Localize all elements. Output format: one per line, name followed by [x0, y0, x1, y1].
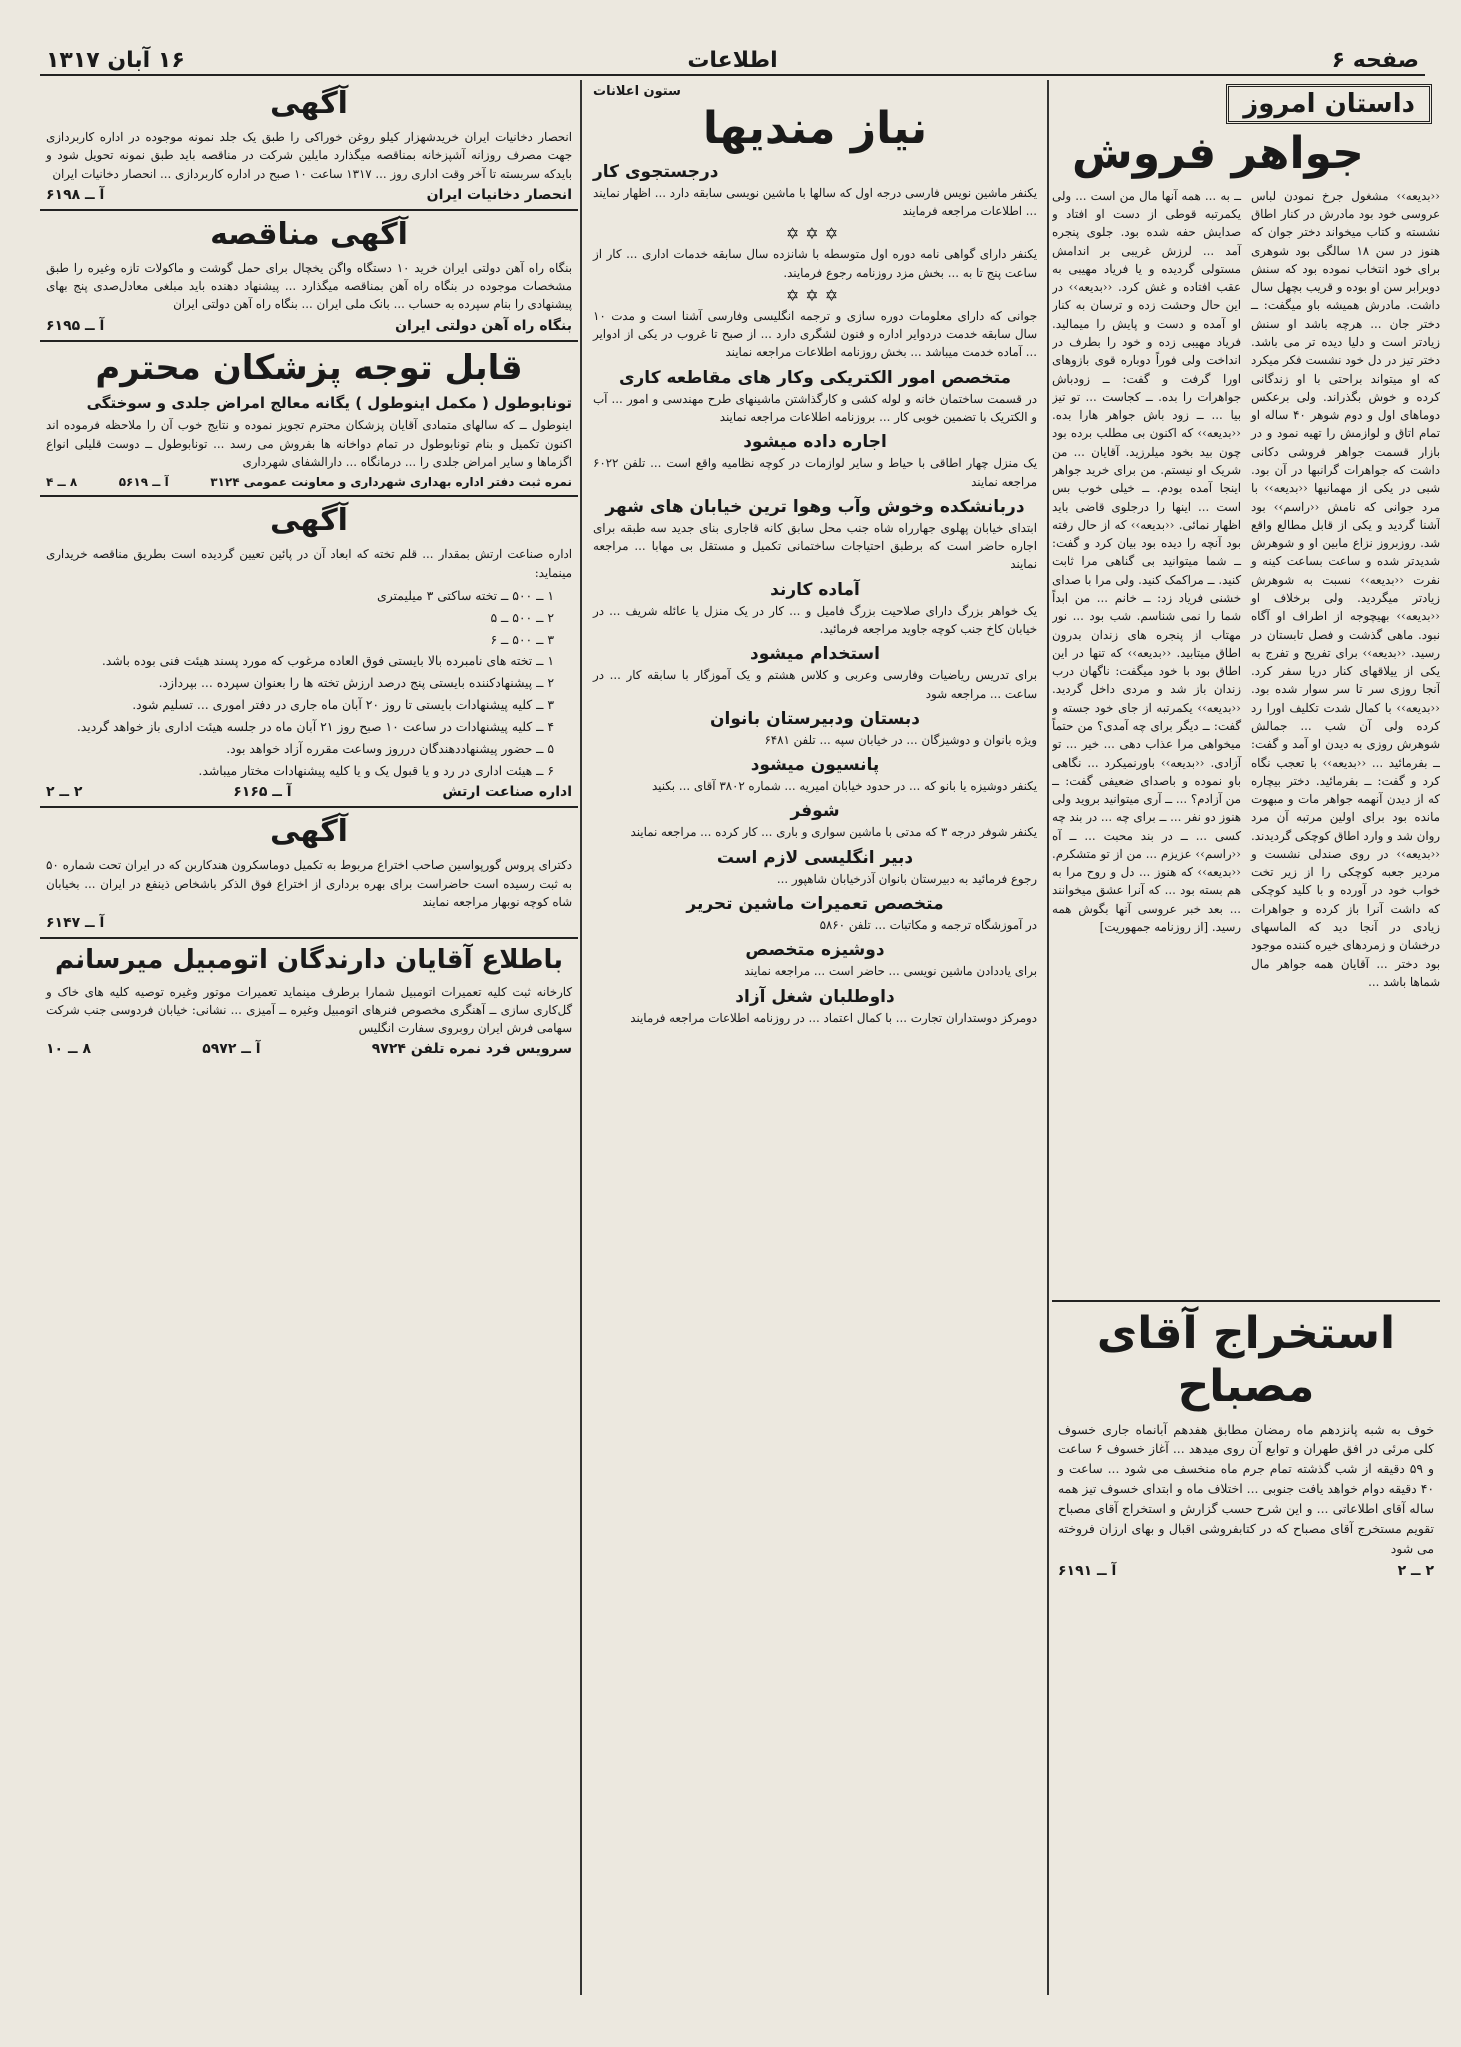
classified-text: ویژه بانوان و دوشیزگان ... در خیابان سپه ... تلفن ۶۴۸۱ [764, 732, 1037, 747]
classified-heading: متخصص امور الکتریکی وکار های مقاطعه کاری [618, 367, 1012, 388]
notice-conditions-list [46, 586, 572, 781]
notice-run: ۲ ــ ۲ [46, 784, 83, 801]
railway-tender-notice [40, 211, 578, 342]
classifieds-header-small: ستون اعلانات [593, 84, 681, 99]
classified-text: یکنفر دوشیزه یا بانو که ... در حدود خیابان امیریه ... شماره ۳۸۰۲ آقای ... بکنید [651, 779, 1037, 794]
ad-code: آ ــ ۵۶۱۹ [118, 475, 169, 490]
classifieds-section-heading: درجستجوی کار [593, 161, 719, 182]
notice-condition-item: ۵ ــ حضور پیشنهاددهندگان درروز وساعت مقرره آزاد خواهد بود. [226, 740, 554, 756]
ad-run: ۸ ــ ۴ [46, 475, 78, 490]
notice-title: آگهی [270, 814, 348, 850]
army-tender-notice [40, 497, 578, 808]
notice-code: آ ــ ۶۱۹۵ [46, 317, 105, 334]
notice-condition-item: ۳ ــ کلیه پیشنهادات بایستی تا روز ۲۰ آبان ماه جاری در دفتر اموری ... تسلیم شود. [132, 697, 554, 713]
patent-notice [40, 808, 578, 939]
page-number: صفحه ۶ [1331, 48, 1419, 73]
ad-subtitle: تونابوطول ( مکمل اینوطول ) یگانه معالج امراض جلدی و سوختگی [86, 394, 572, 413]
ad-registration: نمره ثبت دفتر اداره بهداری شهرداری و معاونت عمومی ۳۱۲۴ [210, 475, 572, 490]
notice-title: آگهی [270, 503, 348, 539]
classified-text: جوانی که دارای معلومات دوره سازی و ترجمه انگلیسی وفارسی آشنا است و مدت ۱۰ سال سابقه خدمت دردوایر اداره و فنون لشگری دارد ... از صبح تا غروب در یکی از ادوایر ... آماده خدمت میباشد ... بخش روزنامه اطلاعات مراجعه نمایند [593, 308, 1037, 360]
notice-code: آ ــ ۶۱۶۵ [233, 784, 292, 801]
astronomy-code-right: ۲ ــ ۲ [1397, 1562, 1434, 1579]
issue-date: ۱۶ آبان ۱۳۱۷ [46, 48, 185, 73]
notice-condition-item: ۱ ــ ۵۰۰ ــ تخته ساکتی ۳ میلیمتری [377, 587, 554, 603]
classifieds-column [585, 80, 1045, 1995]
notice-text: دکترای پروس گورپواسین صاحب اختراع مربوط به تکمیل دوماسکرون هندکاربن که در ایران تحت شماره ۵۰ به ثبت رسیده است حاضراست برای بهره برداری از اختراع فوق الذکر باشخاص ذینفع در ایران ... بخیابان شاه کوچه نوبهار مراجعه نمایند [46, 858, 572, 910]
medical-ad [40, 342, 578, 498]
ad-phone: سرویس فرد نمره تلفن ۹۷۲۴ [371, 1041, 572, 1058]
story-text-left: ــ به ... همه آنها مال من است ... ولی یکمرتبه قوطی از دست او افتاد و صدایش حفه شده بود. جلوی پنجره آمد ... لرزش غریبی بر اندامش مستولی گردیده و یا فریاد مهیبی به عقب افتاده و غش کرد. ‹‹بدیعه›› در این حال وحشت زده و ترسان به کنار او آمده و دست و پایش را میمالید. فریاد مهیبی زده و خود را بطرف در انداخت ولی فوراً دوباره قوی بازوهای اورا گرفت و گفت: ــ زودباش جواهرات را بده. ــ کجاست ... تو تیز بیا ... ــ زود باش جواهر هارا بده. ‹‹بدیعه›› که اکنون بی مطلب برده بود چون بید بخود میلرزید. آقایان ... من شریک او نیستم. من برای خرید جواهر اینجا آمده بودم. ــ خیلی خوب بس است ... اینها را درجلوی قاضی باید اظهار نمائی. ‹‹بدیعه›› که از حال رفته بود آنچه را دیده بود بیان کرد و گفت: ــ شما میتوانید بی گناهی مرا ثابت کنید. ــ مراکمک کنید. ولی مرا با صدای خشنی فریاد زد: ــ خانم ... من ابداً شما را نمی شناسم. شب بود ... نور مهتاب از پنجره های زندان بدرون اطاق میتابید. ‹‹بدیعه›› که تنها در این اطاق بود با خود میگفت: ناگهان درب زندان باز شد و مردی داخل گردید. ‹‹بدیعه›› یکمرتبه از جای خود جسته و گفت: ــ دیگر برای چه آمدی؟ من حتماً میخواهی مرا عذاب دهی ... خیر ... تو آزادی. ‹‹بدیعه›› باورنمیکرد ... نگاهی باو نموده و باصدای ضعیفی گفت: ــ من آزادم؟ ... ــ آری میتوانید بروید ولی هنوز دو نفر ... ــ برای چه ... در بند چه کسی ... ــ در بند محبت ... ــ آه ‹‹راسم›› عزیزم ... من از تو متشکرم. ‹‹بدیعه›› که هنوز ... دل و روح مرا به هم بسته بود ... که آنرا عشق میخوانند ... بعد خبر عروسی آنها بگوش همه رسید. [از روزنامه جمهوریت] [1052, 188, 1241, 935]
notice-condition-item: ۳ ــ ۵۰۰ ــ ۶ [490, 631, 554, 647]
ornament: ✡✡✡ [785, 285, 845, 305]
ornament: ✡✡✡ [785, 224, 845, 244]
notice-issuer: بنگاه راه آهن دولتی ایران [395, 317, 572, 334]
ad-title: باطلاع آقایان دارندگان اتومبیل میرسانم [54, 945, 564, 976]
classified-heading: آماده کارند [770, 579, 860, 600]
classified-heading: دربانشکده وخوش وآب وهوا ترین خیابان های شهر [605, 496, 1025, 517]
notice-text: اداره صناعت ارتش بمقدار ... قلم تخته که ابعاد آن در پائین تعیین گردیده است بطریق مناقصه خریداری مینماید: [46, 547, 572, 580]
notice-issuer: انحصار دخانیات ایران [426, 186, 572, 203]
notice-code: آ ــ ۶۱۴۷ [46, 915, 105, 932]
ad-run: ۸ ــ ۱۰ [46, 1041, 91, 1058]
classified-heading: پانسیون میشود [750, 755, 880, 776]
page-header [40, 48, 1425, 76]
classified-heading: دبیر انگلیسی لازم است [716, 847, 914, 868]
tobacco-notice [40, 80, 578, 211]
classified-text: ابتدای خیابان پهلوی جهارراه شاه جنب محل سابق کانه قاجاری بنای جدید سه طبقه برای اجاره حاضر است که برطبق احتیاجات ساختمانی تکمیل و مستقل بی مهابا ... مراجعه نمایند [593, 520, 1037, 572]
story-section [1052, 80, 1440, 1300]
ad-text: کارخانه ثبت کلیه تعمیرات اتومبیل شمارا برطرف مینماید تعمیرات موتور وغیره توصیه کلیه های خاک و گل‌کاری سازی ــ آهنگری مخصوص فنرهای اتومبیل وغیره ــ آمیزی ... نشانی: خیابان فردوسی جنب شرکت سهامی فرش ایران روبروی سفارت انگلیس [46, 984, 572, 1036]
classified-text: دومرکز دوستداران تجارت ... با کمال اعتماد ... در روزنامه اطلاعات مراجعه فرمایند [630, 1010, 1037, 1025]
notice-condition-item: ۱ ــ تخته های نامبرده بالا بایستی فوق العاده مرغوب که مورد پسند هیئت فنی بوده باشد. [101, 653, 554, 669]
classified-text: در قسمت ساختمان خانه و لوله کشی و کارگذاشتن ماشینهای طرح مهندسی و امور ... آب و الکتریک با تضمین خوبی کار ... بروزنامه اطلاعات مراجعه نمایند [593, 391, 1037, 425]
notice-condition-item: ۲ ــ پیشنهادکننده بایستی پنج درصد ارزش تخته ها را بعنوان سپرده ... بپردازد. [158, 675, 554, 691]
notice-title: آگهی [270, 86, 348, 121]
notice-condition-item: ۶ ــ هیئت اداری در رد و یا قبول یک و یا کلیه پیشنهادات مختار میباشد. [198, 762, 554, 778]
notice-text: انحصار دخانیات ایران خریدشهزار کیلو روغن خوراکی را طبق یک جلد نمونه موجوده در اداره کاربردازی جهت مصرف روزانه آشپزخانه بمناقصه میگذارد مایلین شرکت در مناقصه باید طبق نمونه تحویل شود و بایدکه سربسته تا آخر وقت اداری روز ... ۱۳۱۷ ساعت ۱۰ صبح در اداره کاربردازی ... انحصار دخانیات ایران [46, 130, 572, 181]
notice-text: بنگاه راه آهن دولتی ایران خرید ۱۰ دستگاه واگن یخچال برای حمل گوشت و ماکولات تازه وغیره را طبق مشخصات موجوده در بنگاه راه آهن بمناقصه میگذارد ... پیشنهاد دهنده باید مبلغی معادل‌صدی پنج بهای پیشنهادی را بنام سپرده به حساب ... بانک ملی ایران ... بنگاه راه آهن دولتی ایران [46, 260, 572, 312]
column-rule [1047, 80, 1049, 1995]
notice-code: آ ــ ۶۱۹۸ [46, 186, 105, 203]
story-title: جواهر فروش [1072, 128, 1364, 179]
classified-text: در آموزشگاه ترجمه و مکاتبات ... تلفن ۵۸۶۰ [819, 917, 1037, 932]
ad-text: اینوطول ــ که سالهای متمادی آقایان پزشکان محترم تجویز نموده و نتایج خوب آن را ملاحظه فرموده اند اکنون تکمیل و بنام تونابوطول در تمام دواخانه ها بفروش می رسد ... تونابوطول ــ دوست قلیلی انواع اگزماها و سایر امراض جلدی را ... درمانگاه ... دارالشفای شهرداری [46, 418, 572, 470]
astronomy-text: خوف به شبه پانزدهم ماه رمضان مطابق هفدهم آبانماه جاری خسوف کلی مرئی در افق طهران و توابع آن روی میدهد ... آغاز خسوف ۶ ساعت و ۵۹ دقیقه از شب گذشته تمام جرم ماه منخسف می شود ... ساعت و ۴۰ دقیقه دوام خواهد یافت جنوبی ... اختلاف ماه و ابتدای خسوف تیز همه ساله آقای اطلاعاتی ... و این شرح حسب گزارش و استخراج آقای مصباح تقویم مستخرج آقای مصباح که در کتابفروشی اقبال و بهای ارزان فروخته می شود [1058, 1421, 1434, 1556]
classified-text: برای تدریس ریاضیات وفارسی وعربی و کلاس هشتم و یک آموزگار با سابقه کار ... در ساعت ... مراجعه شود [593, 668, 1037, 701]
notices-column [40, 80, 578, 1995]
classified-heading: داوطلبان شغل آزاد [735, 986, 895, 1007]
notice-title: آگهی مناقصه [210, 216, 408, 252]
classified-text: یکنفر دارای گواهی نامه دوره اول متوسطه با شانزده سال سابقه خدمات اداری ... کار از ساعت پنج تا به ... بخش مزد روزنامه رجوع فرمایند. [593, 247, 1037, 280]
classified-text: یکنفر ماشین نویس فارسی درجه اول که سالها با ماشین نویسی سابقه دارد ... اظهار نمایند ... اطلاعات مراجعه فرمایند [593, 185, 1037, 219]
story-text-right: ‹‹بدیعه›› مشغول جرخ نمودن لباس عروسی خود بود مادرش در کنار اطاق نشسته و کتاب میخواند دختر جوان که هنوز در سن ۱۸ سالگی بود شوهری برای خود انتخاب نموده بود که سنش دوبرابر سن او بوده و قریب بچهل سال داشت. مادرش همیشه باو میگفت: ــ دختر جان ... هرچه باشد او سنش زیادتر است و دلیا دیده تر می باشد. دختر تیز در دل خود نشست فکر میکرد که او میتواند براحتی با او زندگانی کرده و خوش بگذراند. ولی برعکس دوماهای اول و دوم شوهر ۴۰ ساله او تمام اتاق و لوازمش را تهیه نمود و در بازار قسمت جواهر فروشی دکانی داشت که جواهرات گرانبها در آن بود. شبی در یکی از مهمانیها ‹‹بدیعه›› با مرد جوانی که نامش ‹‹راسم›› بود آشنا گردید و یکی از قابل مطالع واقع شد. روزبروز نزاع مابین او و شوهرش شدیدتر شده و ساعت بساعت کینه و نفرت ‹‹بدیعه›› نسبت به شوهرش زیادتر میگردید. ولی برخلاف او ‹‹بدیعه›› بهیچوجه از اطراف او آگاه نبود. ماهی گذشت و فصل تابستان در رسید. ‹‹بدیعه›› برای تفریح و تفرج به یکی از ییلاقهای کنار دریا سفر کرد. آنجا روزی سر تا سر سوار شده بود. ‹‹بدیعه›› با کمال شدت تکلیف اورا رد کرده ولی آن شب ... جمالش شوهرش روزی به دیدن او آمد و گفت: ــ بفرمائید ... ‹‹بدیعه›› با تعجب نگاه کرد و گفت: ــ بفرمائید. دختر بیچاره که از دیدن آنهمه جواهر مات و مبهوت مانده بود برای اولین مرتبه آن مرد روان شد و وارد اطاق کوچکی گردیدند. ‹‹بدیعه›› در روی صندلی نشست و مردیر جعبه کوچکی را از زیر تخت خواب خود در آورده و با کلید کوچکی که داشت آنرا باز کرده و جواهرات زیادی در آنجا دید که الماسهای درخشان و زمردهای خیره کننده موجود بود دختر ... آقایان همه جواهر مال شماها باشد ... [1251, 188, 1440, 989]
auto-repair-ad [40, 939, 578, 1063]
astronomy-section [1052, 1300, 1440, 1585]
astronomy-code-left: آ ــ ۶۱۹۱ [1058, 1562, 1117, 1579]
notice-condition-item: ۲ ــ ۵۰۰ ــ ۵ [490, 609, 554, 625]
column-logo: داستان امروز [1226, 84, 1432, 124]
classified-heading: متخصص تعمیرات ماشین تحریر [686, 893, 944, 914]
classified-heading: شوفر [790, 801, 840, 822]
classified-heading: استخدام میشود [750, 644, 880, 665]
classified-text: برای یاددادن ماشین نویسی ... حاضر است ... مراجعه نمایند [744, 964, 1037, 979]
ad-code: آ ــ ۵۹۷۲ [202, 1041, 261, 1058]
classifieds-title: نیاز مندیها [702, 103, 928, 154]
classified-text: یک خواهر بزرگ دارای صلاحیت بزرگ فامیل و ... کار در یک منزل یا عائله شریف ... در خیابان کاخ جنب کوچه جاوید مراجعه فرمائید. [593, 603, 1037, 637]
classified-text: یکنفر شوفر درجه ۳ که مدتی با ماشین سواری و باری ... کار کرده ... مراجعه نمایند [630, 825, 1037, 840]
notice-issuer: اداره صناعت ارتش [442, 784, 572, 801]
classified-heading: اجاره داده میشود [743, 432, 887, 453]
classified-heading: دوشیزه متخصص [745, 940, 885, 961]
classified-heading: دبستان ودبیرستان بانوان [710, 708, 920, 729]
newspaper-name: اطلاعات [687, 48, 778, 73]
ad-title: قابل توجه پزشکان محترم [95, 347, 523, 388]
notice-condition-item: ۴ ــ کلیه پیشنهادات در ساعت ۱۰ صبح روز ۲۱ آبان ماه در جلسه هیئت اداری باز خواهد گردید. [76, 718, 554, 734]
astronomy-title: استخراج آقای مصباح [1096, 1308, 1396, 1412]
story-column [1052, 80, 1440, 1995]
classified-text: رجوع فرمائید به دبیرستان بانوان آذرخیابان شاهپور ... [776, 871, 1037, 886]
column-rule [580, 80, 582, 1995]
classified-text: یک منزل چهار اطاقی با حیاط و سایر لوازمات در کوچه نظامیه واقع است ... تلفن ۶۰۲۲ مراجعه نمایند [593, 456, 1037, 489]
